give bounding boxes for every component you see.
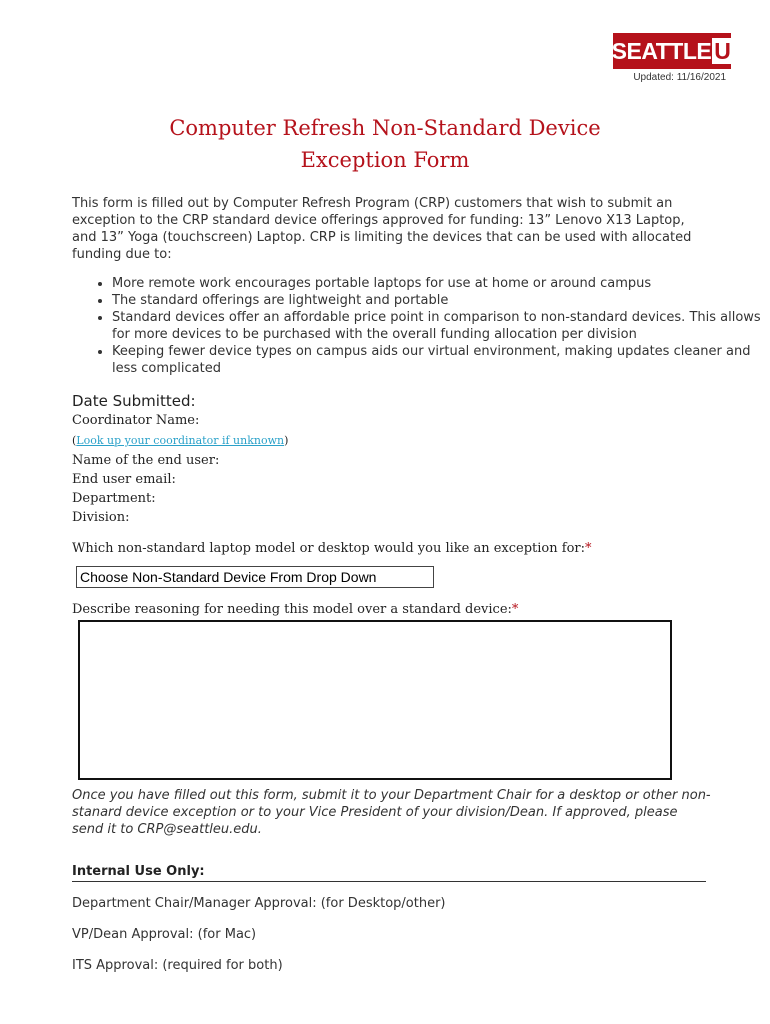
divider [72,881,706,882]
division-field[interactable]: Division: [72,510,130,525]
date-submitted-field[interactable]: Date Submitted: [72,392,196,410]
required-mark: * [585,541,592,556]
end-user-name-field[interactable]: Name of the end user: [72,453,220,468]
logo-u: U [714,38,731,64]
seattleu-logo [613,33,731,69]
form-title-line2: Exception Form [300,148,470,172]
end-user-email-field[interactable]: End user email: [72,472,176,487]
coordinator-lookup-link[interactable]: Look up your coordinator if unknown [76,434,285,447]
lookup-open-paren: ( [72,434,77,447]
vp-dean-approval-field[interactable]: VP/Dean Approval: (for Mac) [72,927,257,942]
its-approval-field[interactable]: ITS Approval: (required for both) [72,958,283,973]
submission-instructions: Once you have filled out this form, submit it to your Department Chair for a desktop or other non-stanard device exception or to your Vice President of your division/Dean. If approved, please send it to CRP@seattleu.edu. [72,788,711,837]
updated-date: Updated: 11/16/2021 [633,72,726,83]
list-item: • The standard offerings are lightweight and portable [112,292,770,309]
lookup-close-paren: ) [284,434,289,447]
coordinator-name-field[interactable]: Coordinator Name: [72,413,200,428]
coordinator-lookup [72,434,288,447]
chair-approval-field[interactable]: Department Chair/Manager Approval: (for Desktop/other) [72,896,446,911]
device-select-dropdown[interactable]: Choose Non-Standard Device From Drop Down [76,566,434,588]
reasoning-textarea[interactable] [78,620,672,780]
list-item: • Standard devices offer an affordable price point in comparison to non-standard devices. This allows for more devices to be purchased with the overall funding allocation per division [112,309,770,343]
list-item: • More remote work encourages portable laptops for use at home or around campus [112,275,770,292]
reasoning-question-text: Describe reasoning for needing this model over a standard device: [72,602,512,617]
form-title-line1: Computer Refresh Non-Standard Device [169,116,601,140]
logo-text: SEATTLE [611,37,712,64]
form-title [0,112,770,176]
device-question-text: Which non-standard laptop model or desktop would you like an exception for: [72,541,585,556]
department-field[interactable]: Department: [72,491,156,506]
list-item: • Keeping fewer device types on campus aids our virtual environment, making updates cleaner and less complicated [112,343,770,377]
device-question-label [72,541,592,556]
required-mark: * [511,602,519,617]
internal-use-heading: Internal Use Only: [72,864,205,879]
intro-paragraph: This form is filled out by Computer Refresh Program (CRP) customers that wish to submit an exception to the CRP standard device offerings approved for funding: 13” Lenovo X13 Laptop, and 13” Yoga (touchscreen) Laptop. CRP is limiting the devices that can be used with allocated funding due to: [72,196,692,262]
reasons-list [72,275,770,377]
reasoning-question-label [72,602,518,617]
